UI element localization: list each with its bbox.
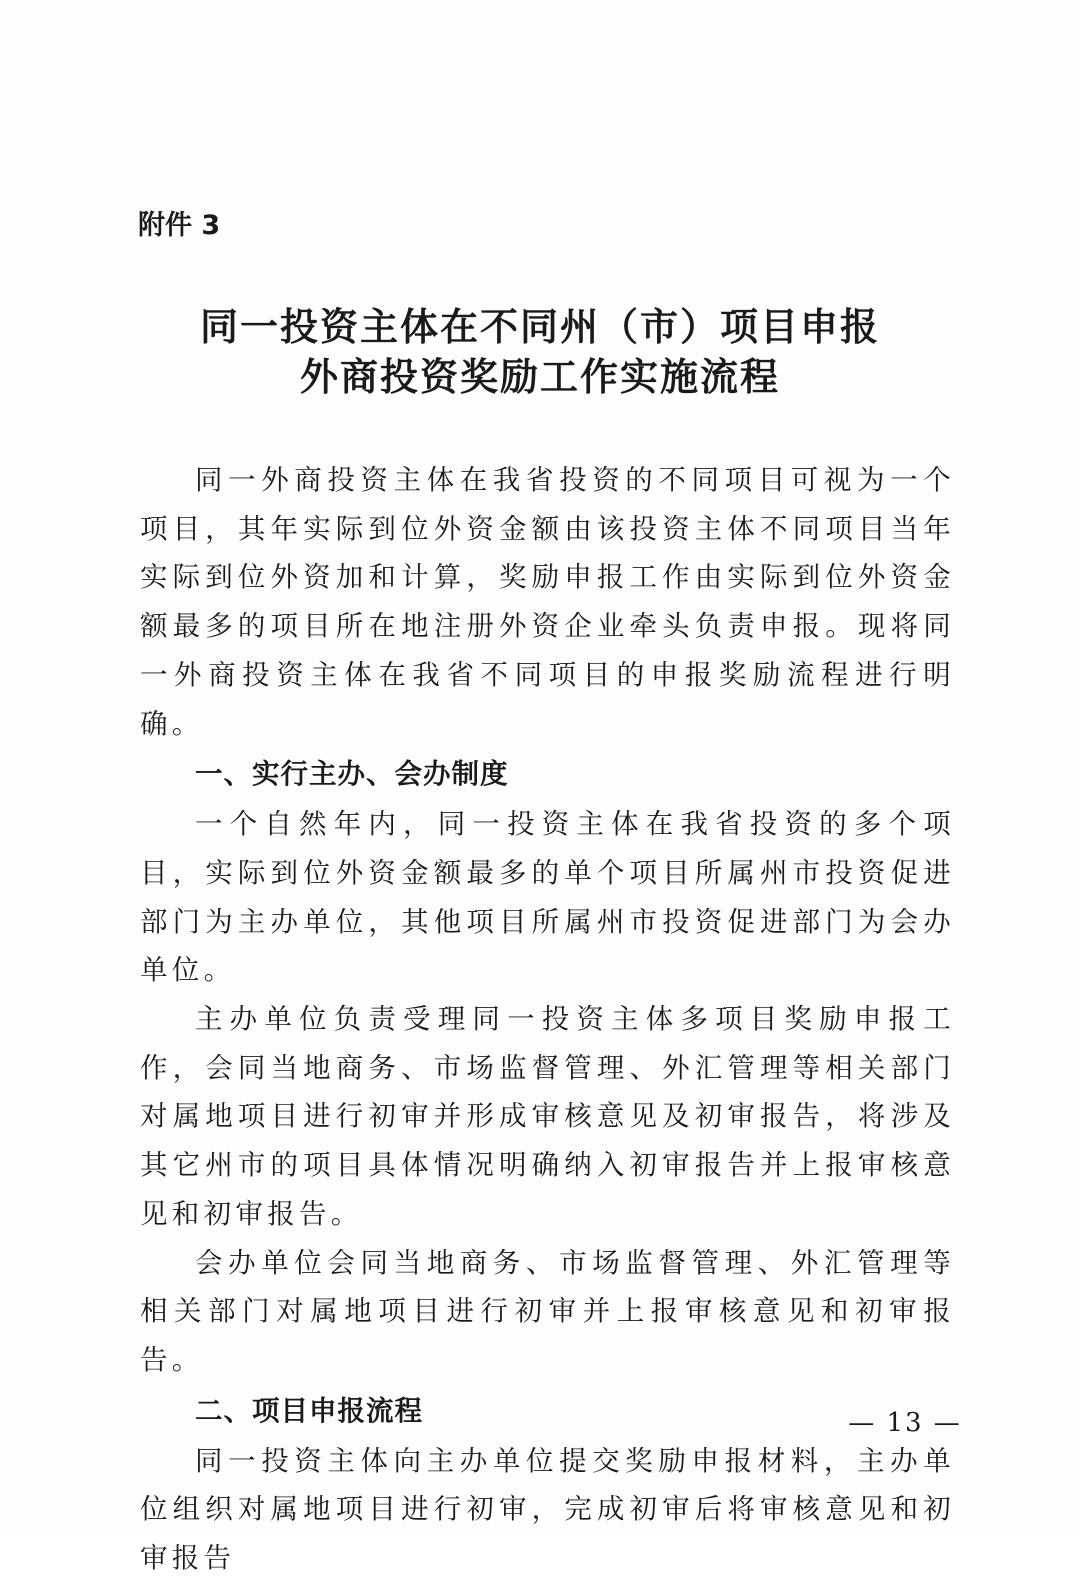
- section-2-heading: 二、项目申报流程: [195, 1394, 423, 1427]
- document-title-line-2: 外商投资奖励工作实施流程: [299, 354, 780, 399]
- section-2-paragraph-1: 同一投资主体向主办单位提交奖励申报材料，主办单位组织对属地项目进行初审，完成初审后将审核意见和初审报告: [140, 1444, 955, 1575]
- section-1-paragraph-1: 一个自然年内，同一投资主体在我省投资的多个项目，实际到位外资金额最多的单个项目所属州市投资促进部门为主办单位，其他项目所属州市投资促进部门为会办单位。: [140, 808, 955, 987]
- page-number: — 13 —: [848, 1408, 962, 1438]
- section-1-paragraph-3: 会办单位会同当地商务、市场监督管理、外汇管理等相关部门对属地项目进行初审并上报审核意见和初审报告。: [140, 1246, 955, 1376]
- document-title-line-1: 同一投资主体在不同州（市）项目申报: [199, 304, 880, 349]
- section-1-paragraph-2: 主办单位负责受理同一投资主体多项目奖励申报工作，会同当地商务、市场监督管理、外汇管理等相关部门对属地项目进行初审并形成审核意见及初审报告，将涉及其它州市的项目具体情况明确纳入初审报告并上报审核意见和初审报告。: [140, 1003, 955, 1230]
- intro-paragraph: 同一外商投资主体在我省投资的不同项目可视为一个项目，其年实际到位外资金额由该投资主体不同项目当年实际到位外资加和计算，奖励申报工作由实际到位外资金额最多的项目所在地注册外资企业牵头负责申报。现将同一外商投资主体在我省不同项目的申报奖励流程进行明确。: [140, 464, 955, 740]
- section-1-heading: 一、实行主办、会办制度: [195, 758, 509, 791]
- attachment-label: 附件 3: [138, 210, 221, 241]
- document-body: [140, 456, 955, 1583]
